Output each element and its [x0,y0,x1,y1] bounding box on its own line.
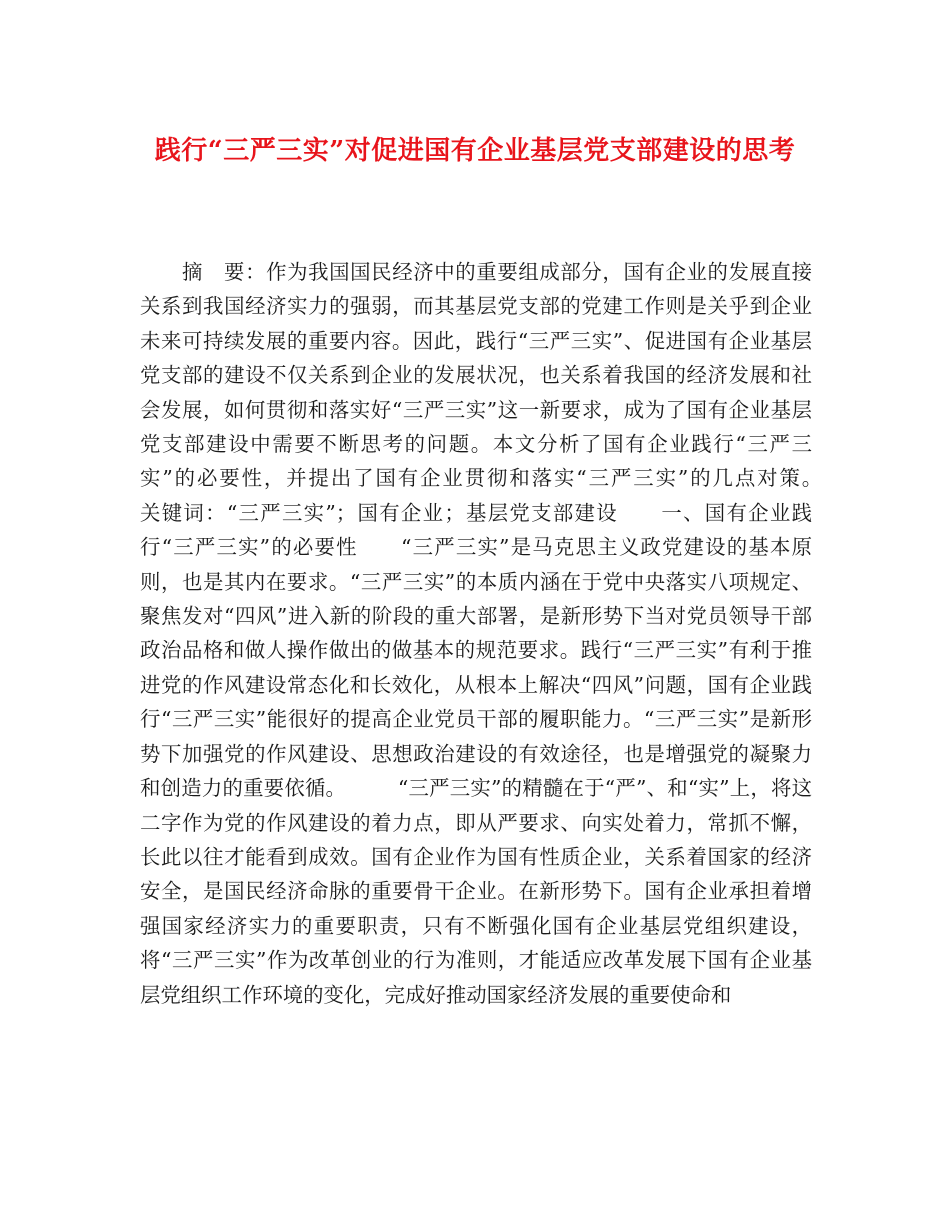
document-body-text: 摘 要：作为我国国民经济中的重要组成部分，国有企业的发展直接关系到我国经济实力的强弱，而其基层党支部的党建工作则是关乎到企业未来可持续发展的重要内容。因此，践行“三严三实”、促进国有企业基层党支部的建设不仅关系到企业的发展状况，也关系着我国的经济发展和社会发展，如何贯彻和落实好“三严三实”这一新要求，成为了国有企业基层党支部建设中需要不断思考的问题。本文分析了国有企业践行“三严三实”的必要性，并提出了国有企业贯彻和落实“三严三实”的几点对策。 关键词：“三严三实”；国有企业；基层党支部建设 一、国有企业践行“三严三实”的必要性 “三严三实”是马克思主义政党建设的基本原则，也是其内在要求。“三严三实”的本质内涵在于党中央落实八项规定、聚焦发对“四风”进入新的阶段的重大部署，是新形势下当对党员领导干部政治品格和做人操作做出的做基本的规范要求。践行“三严三实”有利于推进党的作风建设常态化和长效化，从根本上解决“四风”问题，国有企业践行“三严三实”能很好的提高企业党员干部的履职能力。“三严三实”是新形势下加强党的作风建设、思想政治建设的有效途径，也是增强党的凝聚力和创造力的重要依循。 “三严三实”的精髓在于“严”、和“实”上，将这二字作为党的作风建设的着力点，即从严要求、向实处着力，常抓不懈，长此以往才能看到成效。国有企业作为国有性质企业，关系着国家的经济安全，是国民经济命脉的重要骨干企业。在新形势下。国有企业承担着增强国家经济实力的重要职责，只有不断强化国有企业基层党组织建设，将“三严三实”作为改革创业的行为准则，才能适应改革发展下国有企业基层党组织工作环境的变化，完成好推动国家经济发展的重要使命和 [140,260,874,1007]
document-title: 践行“三严三实”对促进国有企业基层党支部建设的思考 [154,136,796,166]
